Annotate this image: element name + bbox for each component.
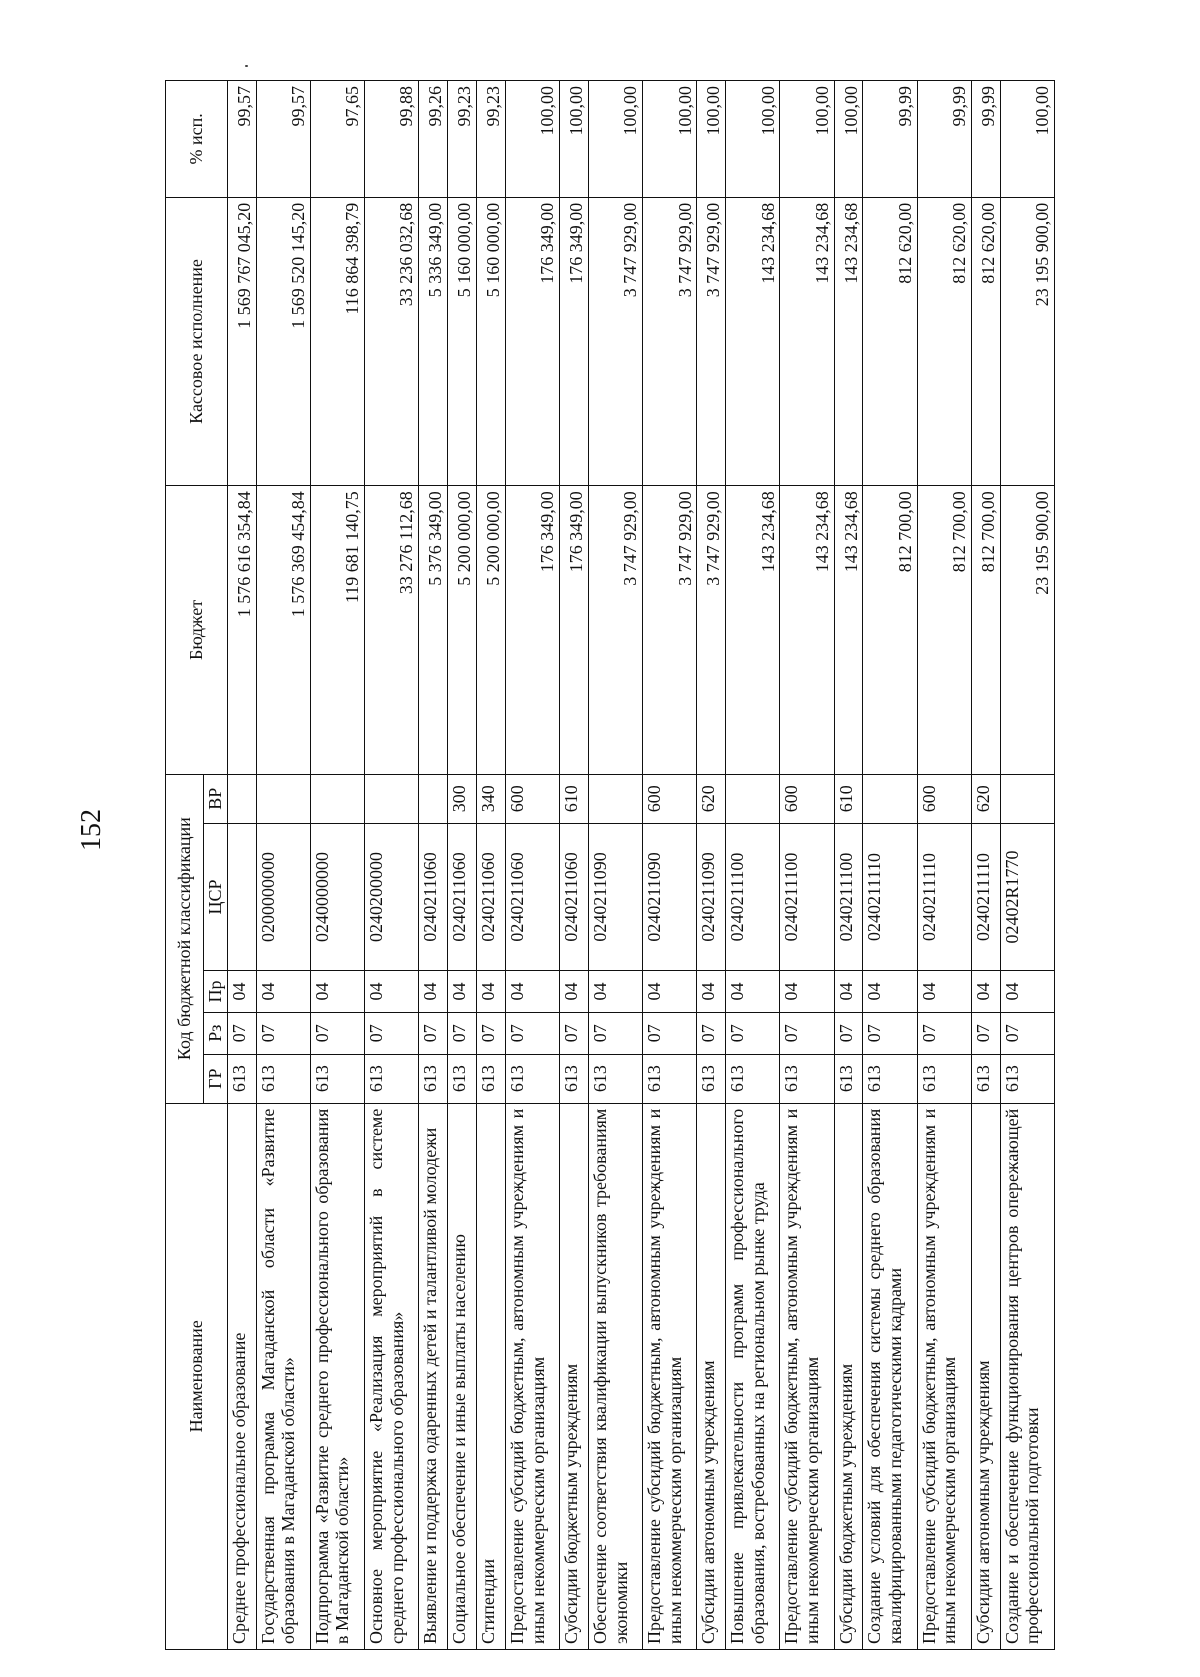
- row-cash: 143 234,68: [834, 197, 863, 486]
- row-vr: 610: [834, 774, 863, 823]
- row-vr: [364, 774, 418, 823]
- row-name: Повышение привлекательности программ профессионального образования, востребованных на региональном рынке труда: [726, 1103, 780, 1649]
- row-pct: 100,00: [780, 81, 834, 198]
- table-row: [419, 81, 448, 1650]
- row-name: Социальное обеспечение и иные выплаты населению: [448, 1103, 477, 1649]
- row-gr: 613: [419, 1054, 448, 1103]
- row-name: Обеспечение соответствия квалификации выпускников требованиям экономики: [588, 1103, 642, 1649]
- row-pr: 04: [227, 971, 256, 1013]
- row-vr: 600: [643, 774, 697, 823]
- row-pr: 04: [726, 971, 780, 1013]
- row-rz: 07: [780, 1012, 834, 1054]
- row-cash: 5 160 000,00: [476, 197, 505, 486]
- row-vr: [863, 774, 917, 823]
- row-pr: 04: [476, 971, 505, 1013]
- row-budget: 3 747 929,00: [643, 486, 697, 775]
- row-budget: 176 349,00: [560, 486, 589, 775]
- row-pr: 04: [1000, 971, 1054, 1013]
- row-pr: 04: [256, 971, 310, 1013]
- row-pr: 04: [971, 971, 1000, 1013]
- row-pr: 04: [780, 971, 834, 1013]
- row-vr: 300: [448, 774, 477, 823]
- row-budget: 23 195 900,00: [1000, 486, 1054, 775]
- table-row: [643, 81, 697, 1650]
- table-row: [834, 81, 863, 1650]
- row-cash: 3 747 929,00: [643, 197, 697, 486]
- row-vr: [419, 774, 448, 823]
- row-name: Субсидии автономным учреждениям: [971, 1103, 1000, 1649]
- row-name: Среднее профессиональное образование: [227, 1103, 256, 1649]
- row-gr: 613: [643, 1054, 697, 1103]
- row-vr: 620: [971, 774, 1000, 823]
- row-pr: 04: [505, 971, 559, 1013]
- row-rz: 07: [310, 1012, 364, 1054]
- row-budget: 812 700,00: [917, 486, 971, 775]
- row-pct: 100,00: [834, 81, 863, 198]
- row-cash: 143 234,68: [726, 197, 780, 486]
- row-csr: 0240211060: [505, 823, 559, 970]
- row-rz: 07: [726, 1012, 780, 1054]
- row-csr: 0240211100: [834, 823, 863, 970]
- row-rz: 07: [863, 1012, 917, 1054]
- row-gr: 613: [364, 1054, 418, 1103]
- page-number: 152: [76, 809, 107, 851]
- row-csr: 0240211060: [560, 823, 589, 970]
- row-cash: 812 620,00: [863, 197, 917, 486]
- row-cash: 812 620,00: [971, 197, 1000, 486]
- row-pr: 04: [863, 971, 917, 1013]
- row-cash: 3 747 929,00: [588, 197, 642, 486]
- row-rz: 07: [476, 1012, 505, 1054]
- row-name: Основное мероприятие «Реализация мероприятий в системе среднего профессионального образования»: [364, 1103, 418, 1649]
- table-row: [697, 81, 726, 1650]
- row-vr: 600: [505, 774, 559, 823]
- row-csr: 0200000000: [256, 823, 310, 970]
- header-pct: % исп.: [166, 81, 228, 198]
- row-pct: 100,00: [643, 81, 697, 198]
- row-cash: 5 336 349,00: [419, 197, 448, 486]
- row-gr: 613: [834, 1054, 863, 1103]
- row-gr: 613: [476, 1054, 505, 1103]
- row-budget: 176 349,00: [505, 486, 559, 775]
- row-csr: 0240211110: [863, 823, 917, 970]
- table-header: [166, 81, 228, 1650]
- scan-speck: [245, 65, 248, 67]
- row-cash: 176 349,00: [505, 197, 559, 486]
- row-gr: 613: [1000, 1054, 1054, 1103]
- row-name: Создание и обеспечение функционирования центров опережающей профессиональной подготовки: [1000, 1103, 1054, 1649]
- row-name: Предоставление субсидий бюджетным, автономным учреждениям и иным некоммерческим организациям: [643, 1103, 697, 1649]
- row-gr: 613: [256, 1054, 310, 1103]
- row-cash: 3 747 929,00: [697, 197, 726, 486]
- row-gr: 613: [971, 1054, 1000, 1103]
- row-gr: 613: [917, 1054, 971, 1103]
- row-budget: 3 747 929,00: [588, 486, 642, 775]
- row-cash: 812 620,00: [917, 197, 971, 486]
- row-rz: 07: [697, 1012, 726, 1054]
- table-row: [505, 81, 559, 1650]
- row-pr: 04: [643, 971, 697, 1013]
- row-budget: 5 200 000,00: [476, 486, 505, 775]
- row-gr: 613: [560, 1054, 589, 1103]
- header-csr: ЦСР: [204, 823, 228, 970]
- row-csr: 0240211100: [726, 823, 780, 970]
- row-rz: 07: [256, 1012, 310, 1054]
- row-pr: 04: [917, 971, 971, 1013]
- row-csr: 0240211100: [780, 823, 834, 970]
- header-budget: Бюджет: [166, 486, 228, 775]
- row-gr: 613: [227, 1054, 256, 1103]
- table-row: [917, 81, 971, 1650]
- row-rz: 07: [643, 1012, 697, 1054]
- table-row: [364, 81, 418, 1650]
- row-pr: 04: [448, 971, 477, 1013]
- row-name: Создание условий для обеспечения системы среднего образования квалифицированными педагогическими кадрами: [863, 1103, 917, 1649]
- row-gr: 613: [505, 1054, 559, 1103]
- row-budget: 812 700,00: [971, 486, 1000, 775]
- row-pct: 100,00: [1000, 81, 1054, 198]
- row-budget: 119 681 140,75: [310, 486, 364, 775]
- row-budget: 1 576 369 454,84: [256, 486, 310, 775]
- row-csr: [227, 823, 256, 970]
- row-name: Стипендии: [476, 1103, 505, 1649]
- header-gr: ГР: [204, 1054, 228, 1103]
- row-pct: 99,99: [863, 81, 917, 198]
- row-cash: 176 349,00: [560, 197, 589, 486]
- row-cash: 1 569 520 145,20: [256, 197, 310, 486]
- row-cash: 143 234,68: [780, 197, 834, 486]
- table-body: [227, 81, 1054, 1650]
- row-name: Подпрограмма «Развитие среднего профессионального образования в Магаданской области»: [310, 1103, 364, 1649]
- row-pct: 99,26: [419, 81, 448, 198]
- row-budget: 143 234,68: [726, 486, 780, 775]
- table-row: [560, 81, 589, 1650]
- row-rz: 07: [505, 1012, 559, 1054]
- row-pct: 99,57: [227, 81, 256, 198]
- row-vr: [310, 774, 364, 823]
- row-gr: 613: [310, 1054, 364, 1103]
- row-vr: 610: [560, 774, 589, 823]
- table-row: [256, 81, 310, 1650]
- row-rz: 07: [1000, 1012, 1054, 1054]
- row-name: Субсидии автономным учреждениям: [697, 1103, 726, 1649]
- row-cash: 116 864 398,79: [310, 197, 364, 486]
- row-csr: 0240000000: [310, 823, 364, 970]
- header-code-group: Код бюджетной классификации: [166, 774, 204, 1103]
- row-gr: 613: [448, 1054, 477, 1103]
- row-vr: [588, 774, 642, 823]
- row-pr: 04: [310, 971, 364, 1013]
- row-cash: 5 160 000,00: [448, 197, 477, 486]
- row-pct: 99,88: [364, 81, 418, 198]
- row-pct: 100,00: [726, 81, 780, 198]
- table-row: [476, 81, 505, 1650]
- row-rz: 07: [971, 1012, 1000, 1054]
- row-pct: 99,99: [917, 81, 971, 198]
- table-row: [1000, 81, 1054, 1650]
- table-row: [448, 81, 477, 1650]
- row-vr: [227, 774, 256, 823]
- row-name: Предоставление субсидий бюджетным, автономным учреждениям и иным некоммерческим организациям: [917, 1103, 971, 1649]
- header-pr: Пр: [204, 971, 228, 1013]
- row-pr: 04: [697, 971, 726, 1013]
- table-row: [726, 81, 780, 1650]
- row-gr: 613: [588, 1054, 642, 1103]
- row-name: Предоставление субсидий бюджетным, автономным учреждениям и иным некоммерческим организациям: [505, 1103, 559, 1649]
- row-pr: 04: [588, 971, 642, 1013]
- row-rz: 07: [834, 1012, 863, 1054]
- row-csr: 0240211110: [971, 823, 1000, 970]
- budget-table: [165, 80, 1055, 1650]
- header-cash: Кассовое исполнение: [166, 197, 228, 486]
- row-budget: 1 576 616 354,84: [227, 486, 256, 775]
- row-budget: 812 700,00: [863, 486, 917, 775]
- header-rz: Рз: [204, 1012, 228, 1054]
- row-csr: 0240211060: [448, 823, 477, 970]
- table-row: [780, 81, 834, 1650]
- table-row: [588, 81, 642, 1650]
- header-vr: ВР: [204, 774, 228, 823]
- row-rz: 07: [419, 1012, 448, 1054]
- row-csr: 0240211060: [476, 823, 505, 970]
- row-pr: 04: [834, 971, 863, 1013]
- row-pct: 99,99: [971, 81, 1000, 198]
- row-gr: 613: [780, 1054, 834, 1103]
- row-csr: 0240211060: [419, 823, 448, 970]
- row-csr: 0240211090: [697, 823, 726, 970]
- row-vr: 340: [476, 774, 505, 823]
- row-vr: [726, 774, 780, 823]
- row-budget: 143 234,68: [780, 486, 834, 775]
- row-budget: 143 234,68: [834, 486, 863, 775]
- row-vr: 620: [697, 774, 726, 823]
- row-gr: 613: [697, 1054, 726, 1103]
- row-rz: 07: [588, 1012, 642, 1054]
- row-csr: 0240211090: [643, 823, 697, 970]
- row-pct: 100,00: [505, 81, 559, 198]
- row-rz: 07: [917, 1012, 971, 1054]
- row-gr: 613: [726, 1054, 780, 1103]
- row-pct: 99,23: [448, 81, 477, 198]
- row-name: Выявление и поддержка одаренных детей и талантливой молодежи: [419, 1103, 448, 1649]
- row-csr: 0240200000: [364, 823, 418, 970]
- row-rz: 07: [227, 1012, 256, 1054]
- row-pct: 99,23: [476, 81, 505, 198]
- row-budget: 5 376 349,00: [419, 486, 448, 775]
- row-pr: 04: [560, 971, 589, 1013]
- row-gr: 613: [863, 1054, 917, 1103]
- row-pct: 99,57: [256, 81, 310, 198]
- header-name: Наименование: [166, 1103, 228, 1649]
- row-pct: 100,00: [588, 81, 642, 198]
- row-rz: 07: [448, 1012, 477, 1054]
- row-csr: 0240211110: [917, 823, 971, 970]
- row-pct: 100,00: [560, 81, 589, 198]
- row-name: Предоставление субсидий бюджетным, автономным учреждениям и иным некоммерческим организациям: [780, 1103, 834, 1649]
- table-row: [971, 81, 1000, 1650]
- rotated-table-wrapper: [165, 80, 1055, 1650]
- row-cash: 1 569 767 045,20: [227, 197, 256, 486]
- row-csr: 02402R1770: [1000, 823, 1054, 970]
- row-pr: 04: [364, 971, 418, 1013]
- row-cash: 23 195 900,00: [1000, 197, 1054, 486]
- row-budget: 3 747 929,00: [697, 486, 726, 775]
- row-cash: 33 236 032,68: [364, 197, 418, 486]
- row-vr: [256, 774, 310, 823]
- table-row: [310, 81, 364, 1650]
- row-rz: 07: [364, 1012, 418, 1054]
- row-budget: 5 200 000,00: [448, 486, 477, 775]
- row-name: Субсидии бюджетным учреждениям: [560, 1103, 589, 1649]
- table-row: [863, 81, 917, 1650]
- row-vr: 600: [780, 774, 834, 823]
- row-csr: 0240211090: [588, 823, 642, 970]
- row-pct: 100,00: [697, 81, 726, 198]
- row-pr: 04: [419, 971, 448, 1013]
- table-row: [227, 81, 256, 1650]
- row-name: Государственная программа Магаданской области «Развитие образования в Магаданской области»: [256, 1103, 310, 1649]
- row-pct: 97,65: [310, 81, 364, 198]
- row-budget: 33 276 112,68: [364, 486, 418, 775]
- row-vr: 600: [917, 774, 971, 823]
- row-vr: [1000, 774, 1054, 823]
- row-name: Субсидии бюджетным учреждениям: [834, 1103, 863, 1649]
- row-rz: 07: [560, 1012, 589, 1054]
